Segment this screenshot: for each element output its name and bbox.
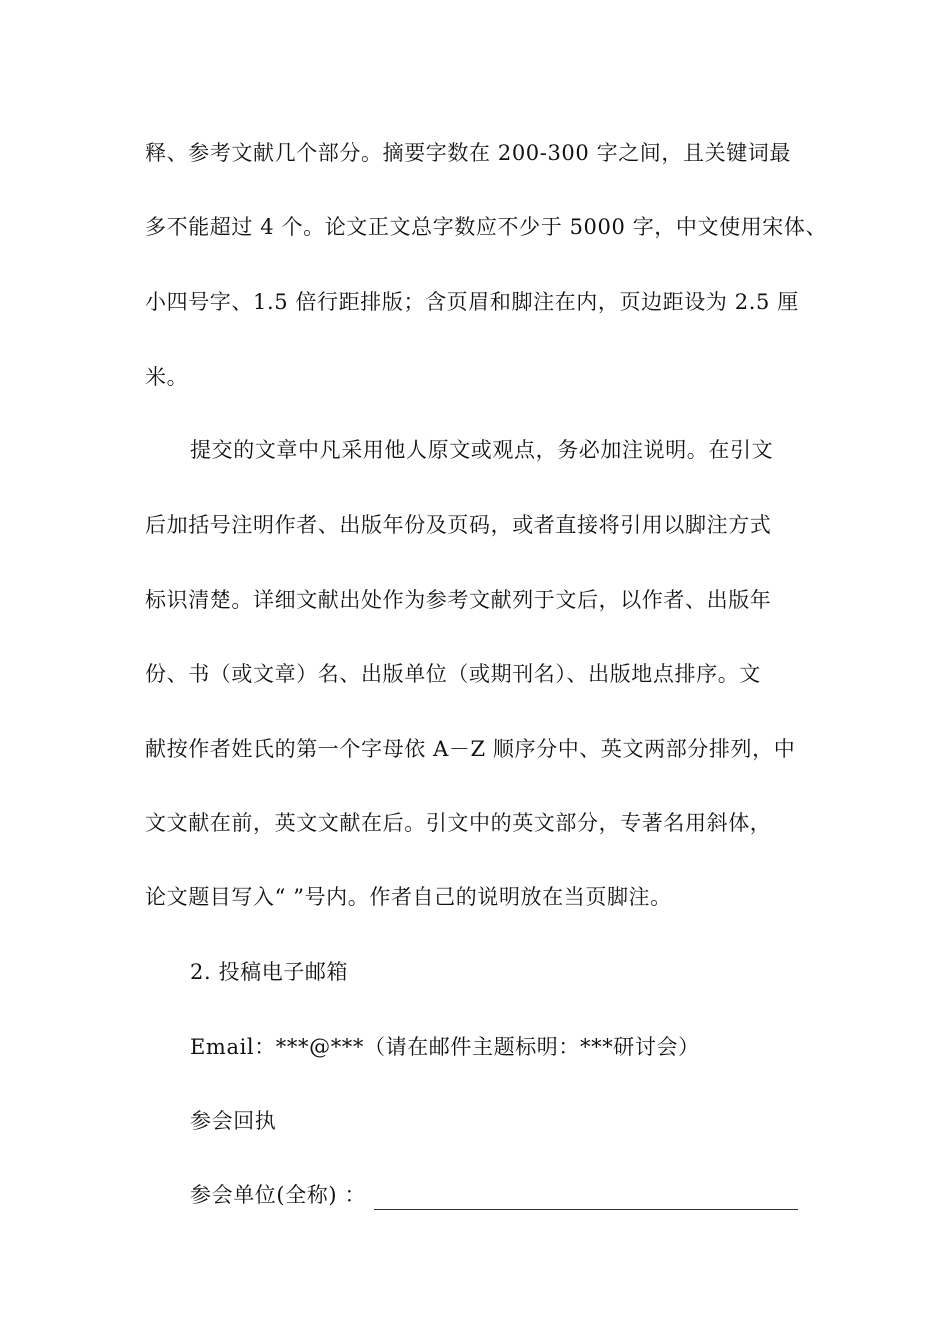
unit-blank-line [374,1191,798,1210]
paragraph-line: 小四号字、1.5 倍行距排版；含页眉和脚注在内，页边距设为 2.5 厘 [145,290,799,314]
email-line: Email：***@***（请在邮件主题标明：***研讨会） [190,1035,700,1059]
paragraph-line: 后加括号注明作者、出版年份及页码，或者直接将引用以脚注方式 [145,513,772,537]
paragraph-line: 文文献在前，英文文献在后。引文中的英文部分，专著名用斜体， [145,811,772,835]
paragraph-line: 份、书（或文章）名、出版单位（或期刊名）、出版地点排序。文 [145,662,761,686]
paragraph-line: 论文题目写入“ ”号内。作者自己的说明放在当页脚注。 [145,885,672,909]
section-heading: 2. 投稿电子邮箱 [190,960,349,984]
paragraph-line: 提交的文章中凡采用他人原文或观点，务必加注说明。在引文 [190,438,774,462]
paragraph-line: 米。 [145,365,189,389]
unit-field-row [190,1180,798,1210]
paragraph-line: 标识清楚。详细文献出处作为参考文献列于文后，以作者、出版年 [145,588,772,612]
paragraph-line: 释、参考文献几个部分。摘要字数在 200-300 字之间，且关键词最 [145,141,792,165]
paragraph-line: 献按作者姓氏的第一个字母依 A－Z 顺序分中、英文两部分排列，中 [145,737,796,761]
unit-label: 参会单位(全称) ： [190,1183,367,1207]
receipt-heading: 参会回执 [190,1109,277,1133]
paragraph-line: 多不能超过 4 个。论文正文总字数应不少于 5000 字，中文使用宋体、 [145,215,828,239]
